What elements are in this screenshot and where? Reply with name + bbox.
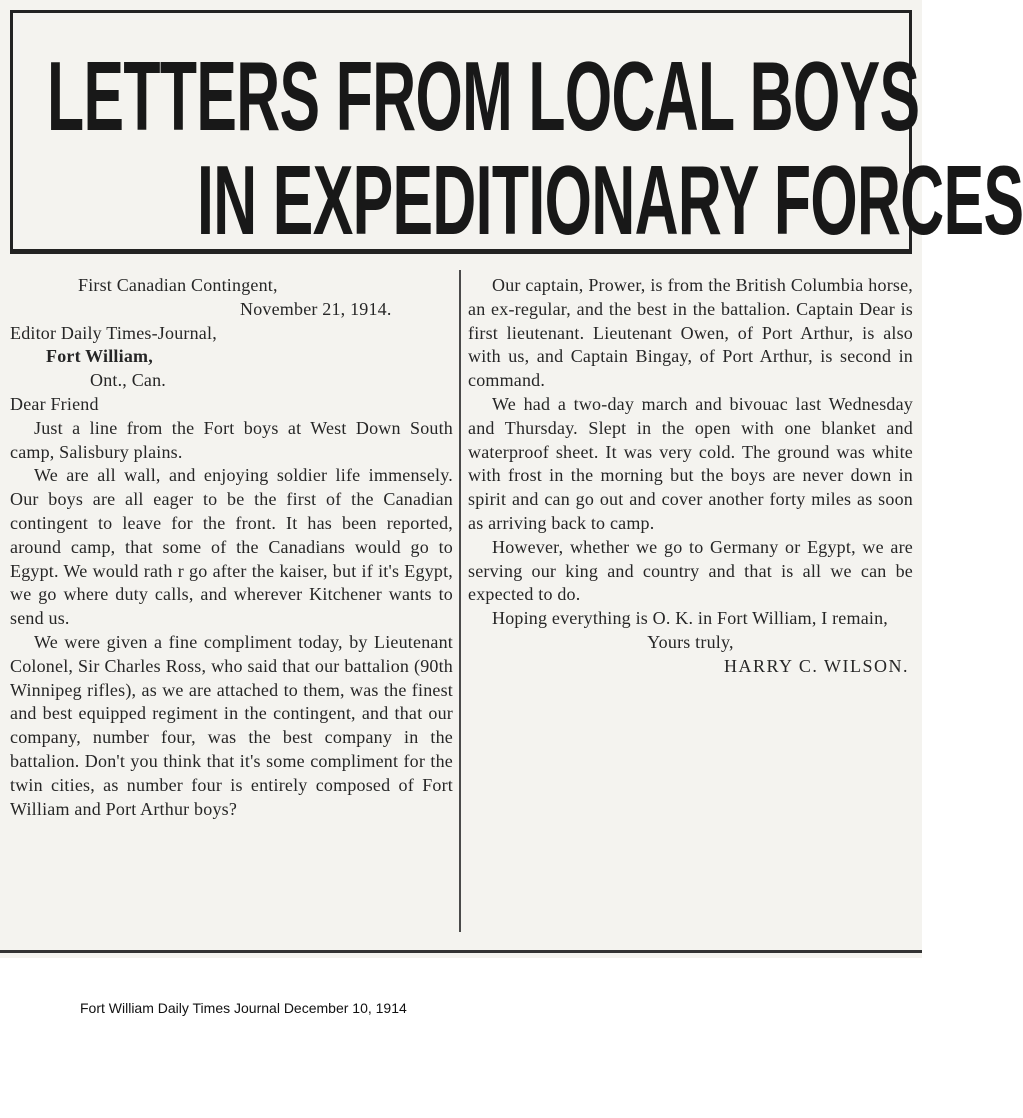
dateline-line-1: First Canadian Contingent, (78, 275, 278, 295)
headline-line-1: LETTERS FROM LOCAL BOYS (47, 41, 920, 151)
letter-paragraph-3: We were given a fine compliment today, by Lieutenant Colonel, Sir Charles Ross, who said that our battalion (90th Winnipeg rifles), as we are attached to them, was the finest and best equipped regiment in the contingent, and that our company, number four, was the best company in the battalion. Don't you think that it's some compliment for the twin cities, as number four is entirely composed of Fort William and Port Arthur boys? (10, 631, 453, 819)
address-line-2: Fort William, (46, 346, 153, 367)
letter-column-right (468, 274, 913, 938)
letter-paragraph-7: Hoping everything is O. K. in Fort William, I remain, (492, 608, 888, 629)
headline-line-2: IN EXPEDITIONARY FORCES (197, 145, 1023, 255)
headline-box (10, 10, 1023, 255)
source-caption: Fort William Daily Times Journal December 10, 1914 (80, 1000, 407, 1016)
salutation: Dear Friend (10, 393, 99, 414)
bottom-rule (0, 950, 922, 953)
letter-paragraph-1: Just a line from the Fort boys at West Down South camp, Salisbury plains. (10, 417, 453, 462)
letter-closing: Yours truly, (647, 631, 734, 652)
address-line-3: Ont., Can. (90, 370, 166, 391)
dateline-line-2: November 21, 1914. (240, 298, 392, 319)
address-line-1: Editor Daily Times-Journal, (10, 322, 217, 343)
letter-column-left (10, 274, 453, 938)
letter-paragraph-2: We are all wall, and enjoying soldier life immensely. Our boys are all eager to be the first of the Canadian contingent to leave for the front. It has been reported, around camp, that some of the Canadians would go to Egypt. We would rath r go after the kaiser, but if it's Egypt, we go where duty calls, and wherever Kitchener wants to send us. (10, 465, 453, 629)
letter-paragraph-4: Our captain, Prower, is from the British Columbia horse, an ex-regular, and the best in the battalion. Captain Dear is first lieutenant. Lieutenant Owen, of Port Arthur, is also with us, and Captain Bingay, of Port Arthur, is second in command. (468, 275, 913, 391)
letter-signature: HARRY C. WILSON. (723, 655, 909, 676)
letter-paragraph-6: However, whether we go to Germany or Egypt, we are serving our king and country and that is all we can be expected to do. (468, 536, 913, 605)
column-divider (459, 270, 461, 932)
letter-paragraph-5: We had a two-day march and bivouac last Wednesday and Thursday. Slept in the open with one blanket and waterproof sheet. It was very cold. The ground was white with frost in the morning but the boys are never down in spirit and can go out and cover another forty miles as soon as arriving back to camp. (468, 393, 913, 533)
